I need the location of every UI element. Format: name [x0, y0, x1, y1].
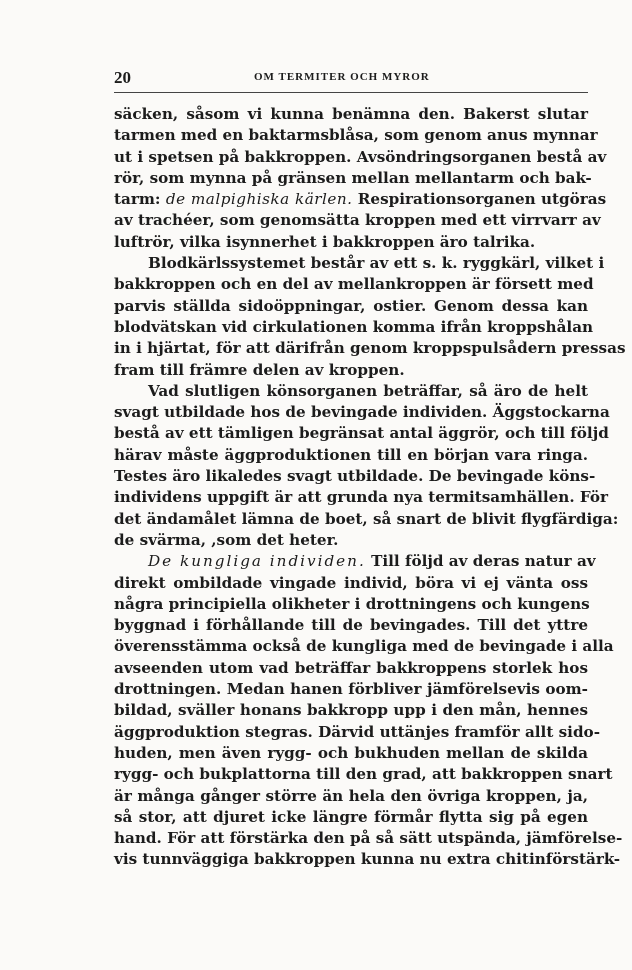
text-line: bakkroppen och en del av mellankroppen är försett med [114, 275, 594, 294]
text-line: härav måste äggproduktionen till en början vara ringa. [114, 445, 588, 464]
text-line: de svärma, ,som det heter. [114, 530, 339, 549]
text-run: Till följd av deras natur av [371, 552, 596, 571]
text-run: Respirationsorganen utgöras [357, 190, 607, 209]
text-line: bestå av ett tämligen begränsat antal äggrör, och till följd [114, 424, 609, 443]
text-line: överensstämma också de kungliga med de bevingade i alla [114, 637, 614, 656]
text-line: luftrör, vilka isynnerhet i bakkroppen äro talrika. [114, 232, 536, 251]
text-line: hand. För att förstärka den på så sätt utspända, jämförelse- [114, 829, 623, 848]
text-line: av trachéer, som genomsätta kroppen med ett virrvarr av [114, 211, 601, 230]
text-line: säcken, såsom vi kunna benämna den. Bakerst slutar [114, 105, 588, 123]
page-number: 20 [114, 68, 131, 87]
text-line [114, 189, 607, 210]
text-line: parvis ställda sidoöppningar, ostier. Genom dessa kan [114, 296, 588, 315]
text-line: är många gånger större än hela den övriga kroppen, ja, [114, 786, 588, 805]
text-line: det ändamålet lämna de boet, så snart de blivit flygfärdiga: [114, 509, 619, 528]
paragraph-start: Blodkärlssystemet består av ett s. k. ryggkärl, vilket i [148, 254, 605, 273]
text-line: direkt ombildade vingade individ, böra vi ej vänta oss [114, 573, 588, 592]
body-text [114, 104, 626, 871]
text-line: in i hjärtat, för att därifrån genom kroppspulsådern pressas [114, 339, 626, 358]
text-line: huden, men även rygg- och bukhuden mellan de skilda [114, 743, 588, 762]
page-header [114, 68, 588, 90]
text-line: fram till främre delen av kroppen. [114, 360, 405, 379]
text-run: tarm: [114, 190, 161, 209]
text-line: tarmen med en baktarmsblåsa, som genom anus mynnar [114, 126, 598, 145]
header-rule [114, 92, 588, 93]
text-line: blodvätskan vid cirkulationen komma ifrån kroppshålan [114, 317, 594, 336]
paragraph-start [114, 551, 596, 572]
text-line: svagt utbildade hos de bevingade individen. Äggstockarna [114, 403, 610, 422]
text-line: äggproduktion stegras. Därvid uttänjes framför allt sido- [114, 722, 600, 741]
text-line: några principiella olikheter i drottningens och kungens [114, 594, 590, 613]
text-line: individens uppgift är att grunda nya termitsamhällen. För [114, 488, 608, 507]
text-line: avseenden utom vad beträffar bakkroppens storlek hos [114, 658, 588, 677]
section-heading-italic: De kungliga individen. [148, 552, 366, 571]
text-line: Testes äro likaledes svagt utbildade. De bevingade köns- [114, 467, 596, 486]
running-title: OM TERMITER OCH MYROR [254, 71, 430, 83]
text-line: rör, som mynna på gränsen mellan mellantarm och bak- [114, 168, 592, 187]
text-line: ut i spetsen på bakkroppen. Avsöndringsorganen bestå av [114, 147, 607, 166]
text-line: vis tunnväggiga bakkroppen kunna nu extra chitinförstärk- [114, 850, 621, 869]
text-line: drottningen. Medan hanen förbliver jämförelsevis oom- [114, 680, 588, 699]
text-line: bildad, sväller honans bakkropp upp i den mån, hennes [114, 701, 588, 720]
paragraph-start: Vad slutligen könsorganen beträffar, så äro de helt [148, 381, 588, 400]
text-line: så stor, att djuret icke längre förmår flytta sig på egen [114, 807, 588, 826]
text-line: byggnad i förhållande till de bevingades. Till det yttre [114, 616, 588, 635]
text-line: rygg- och bukplattorna till den grad, att bakkroppen snart [114, 765, 613, 784]
italic-term: de malpighiska kärlen. [165, 190, 353, 209]
